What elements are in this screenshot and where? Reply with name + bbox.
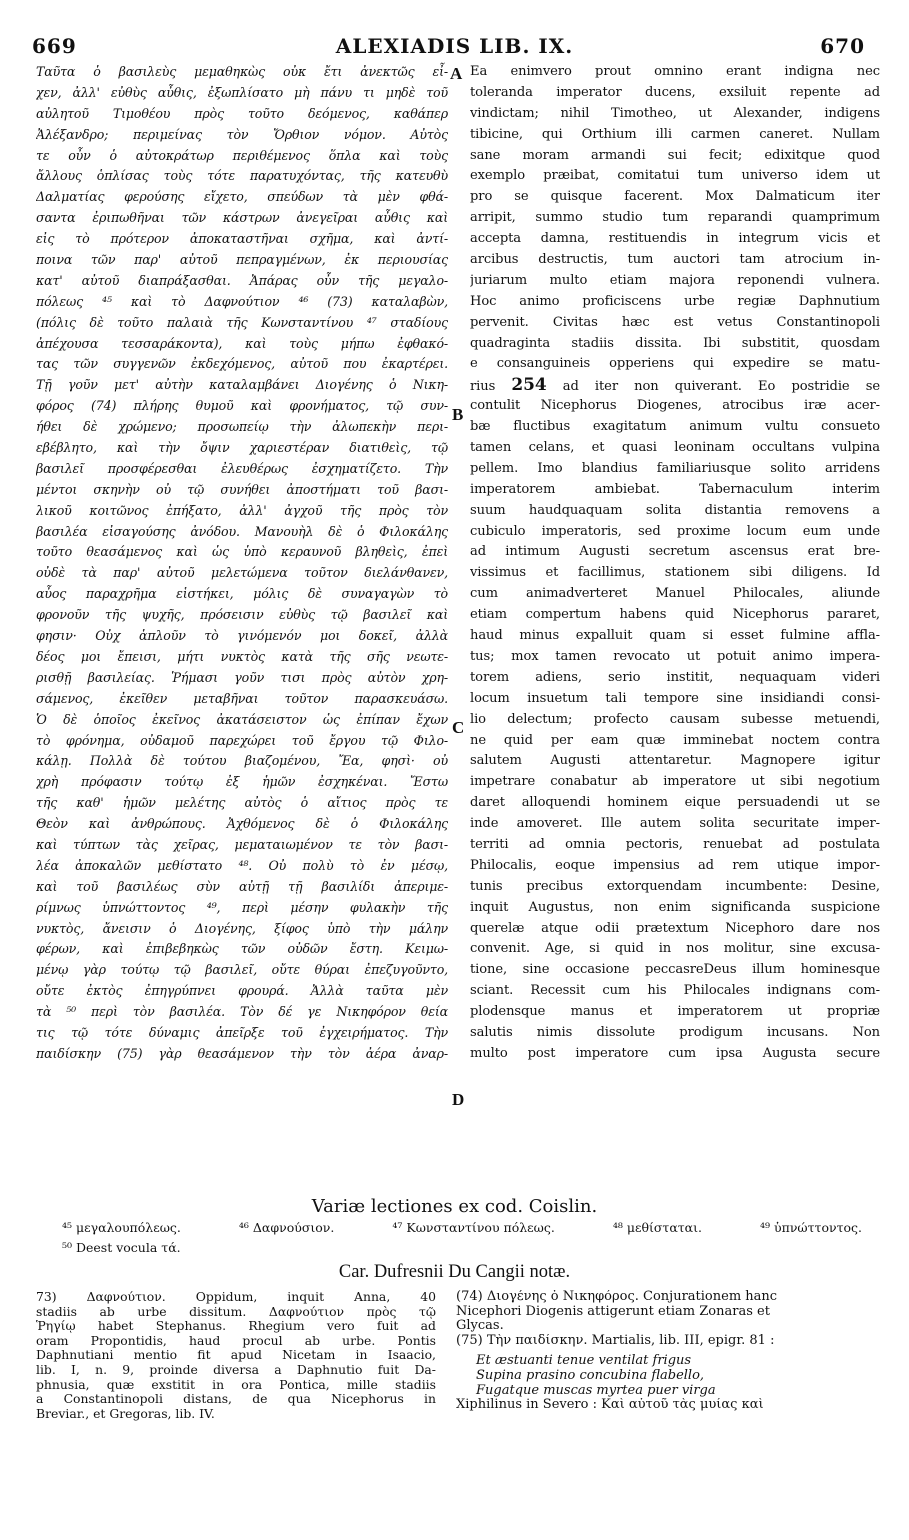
text-line: Ὁ δὲ ὁποῖος ἐκεῖνος ἀκατάσειστον ὡς ἐπίπαν ἔχων: [36, 711, 448, 727]
text-line: querelæ atque odii prætextum Nicephoro dare nos: [470, 920, 880, 936]
variant-reading: ⁴⁷ Κωνσταντίνου πόλεως.: [392, 1220, 555, 1235]
text-line: χεν, ἀλλ' εὐθὺς αὖθις, ἐξωπλίσατο μὴ πάνυ τι μηδὲ τοῦ: [36, 84, 448, 100]
text-line: sciant. Recessit cum his Philocales indignans com-: [470, 983, 880, 999]
text-line: κατ' αὐτοῦ διαπράξασθαι. Ἀπάρας οὖν τῆς μεγαλο-: [36, 272, 448, 288]
text-line: ρισθῇ βασιλείας. Ῥήμασι γοῦν τισι πρὸς αὐτὸν χρη-: [36, 669, 448, 685]
text-line: ἀπέχουσα τεσσαράκοντα), καὶ τοὺς μήπω ἐφθακό-: [36, 335, 448, 351]
text-line: βασιλεῖ προσφέρεσθαι ἐλευθέρως ἐσχηματίζετο. Τὴν: [36, 460, 448, 476]
text-line: salutem Augusti attentaretur. Magnopere igitur: [470, 753, 880, 769]
text-line: ήθει δὲ χρώμενο; προσωπείῳ τὴν ἀλωπεκὴν περι-: [36, 419, 448, 435]
text-line: oram Propontidis, haud procul ab urbe. Pontis: [36, 1333, 436, 1348]
text-line: pellem. Imo blandius familiariusque solito arridens: [470, 460, 880, 476]
variant-reading: ⁴⁹ ὑπνώττοντος.: [760, 1220, 862, 1235]
variant-reading: ⁴⁸ μεθίσταται.: [612, 1220, 702, 1235]
text-line: tunis precibus extorquendam incumbente: Desine,: [470, 878, 880, 894]
text-line: accepta damna, restituendis in integrum vicis et: [470, 231, 880, 247]
margin-letter-a: A: [450, 64, 463, 83]
text-line: φησιν· Οὐχ ἁπλοῦν τὸ γινόμενόν μοι δοκεῖ, ἀλλὰ: [36, 628, 448, 644]
text-line: λικοῦ κοιτῶνος ἐπήξατο, ἀλλ' ἀγχοῦ τῆς πρὸς τὸν: [36, 502, 448, 518]
text-line: εἰς τὸ πρότερον ἀποκαταστῆναι σχῆμα, καὶ ἀντί-: [36, 231, 448, 247]
variae-lectiones-row: [62, 1220, 862, 1235]
text-line: τὰ ⁵⁰ περὶ τὸν βασιλέα. Τὸν δέ γε Νικηφόρον θεία: [36, 1004, 448, 1020]
text-line: etiam compertum habens quid Nicephorus pararet,: [470, 607, 880, 623]
text-line: vindictam; nihil Timotheo, ut Alexander, indigens: [470, 105, 880, 121]
running-title: ALEXIADIS LIB. IX.: [335, 34, 574, 58]
note-line: (74) Διογένης ὁ Νικηφόρος. Conjurationem hanc: [456, 1290, 778, 1304]
text-line: καὶ τύπτων τὰς χεῖρας, μεματαιωμένον τε τὸν βασι-: [36, 836, 448, 852]
text-line: imperatorem ambiebat. Tabernaculum interim: [470, 481, 880, 497]
text-line: phnusia, quæ exstitit in ora Pontica, mille stadiis: [36, 1377, 436, 1392]
text-line: ποινα τῶν παρ' αὐτοῦ πεπραγμένων, ἐκ περιουσίας: [36, 252, 448, 268]
text-line: μέντοι σκηνὴν οὐ τῷ συνήθει ἀποστήματι τοῦ βασι-: [36, 481, 448, 497]
variae-lectiones-heading: Variæ lectiones ex cod. Coislin.: [311, 1196, 598, 1217]
text-line: Ταῦτα ὁ βασιλεὺς μεμαθηκὼς οὐκ ἔτι ἀνεκτῶς εἶ-: [36, 64, 448, 79]
text-line: πόλεως ⁴⁵ καὶ τὸ Δαφνούτιον ⁴⁶ (73) καταλαβὼν,: [36, 293, 448, 309]
text-line: τε οὖν ὁ αὐτοκράτωρ περιθέμενος ὅπλα καὶ τοὺς: [36, 147, 448, 163]
text-line: torem adiens, serio institit, nequaquam videri: [470, 669, 880, 685]
text-line: καὶ τοῦ βασιλέως σὺν αὐτῇ τῇ βασιλίδι ἀπεριμε-: [36, 878, 448, 894]
text-line: salutis nimis dissolute prodigum incusans. Non: [470, 1024, 880, 1040]
text-line: 73) Δαφνούτιον. Oppidum, inquit Anna, 40: [36, 1290, 436, 1304]
text-line: (πόλις δὲ τοῦτο παλαιὰ τῆς Κωνσταντίνου ⁴⁷ σταδίους: [36, 314, 448, 330]
text-line: toleranda imperator ducens, exsiluit repente ad: [470, 84, 880, 100]
text-line: δέος μοι ἔπεισι, μήτι νυκτὸς κατὰ τῆς σῆς νεωτε-: [36, 648, 448, 664]
text-line: τῆς καθ' ἡμῶν μελέτης αὐτὸς ὁ αἴτιος πρὸς τε: [36, 795, 448, 811]
text-line: φόρος (74) πλήρης θυμοῦ καὶ φρονήματος, τῷ συν-: [36, 398, 448, 414]
note-line: Xiphilinus in Severo : Καὶ αὐτοῦ τὰς μυίας καὶ: [456, 1398, 764, 1413]
text-line: lio delectum; profecto causam subesse metuendi,: [470, 711, 880, 727]
text-line: Τῇ γοῦν μετ' αὐτὴν καταλαμβάνει Διογένης ὁ Νικη-: [36, 377, 448, 393]
text-line: νυκτὸς, ἄνεισιν ὁ Διογένης, ξίφος ὑπὸ τὴν μάλην: [36, 920, 448, 936]
margin-letter-c: C: [452, 718, 465, 737]
poem-line: Et æstuanti tenue ventilat frigus: [476, 1354, 692, 1369]
text-line: suum haudquaquam solita distantia removens a: [470, 502, 880, 518]
text-line: Ἀλέξανδρο; περιμείνας τὸν Ὄρθιον νόμον. Αὐτὸς: [36, 126, 448, 142]
text-line: vissimus et facillimus, stationem sibi diligens. Id: [470, 565, 880, 581]
text-line: pro se quisque facerent. Mox Dalmaticum iter: [470, 189, 880, 205]
text-line: Ῥηγίῳ habet Stephanus. Rhegium vero fuit ad: [36, 1319, 436, 1334]
text-line: plodensque manus et imperatorem ut propriæ: [470, 1004, 880, 1020]
variant-reading: ⁴⁶ Δαφνούσιον.: [238, 1220, 335, 1235]
text-line: αὖος παραχρῆμα εἱστήκει, μόλις δὲ συναγαγὼν τὸ: [36, 586, 448, 602]
text-line: τις τῷ τότε δύναμις ἀπεῖρξε τοῦ ἐγχειρήματος. Τὴν: [36, 1024, 448, 1040]
text-line: τας τῶν συγγενῶν ἐκδεχόμενος, αὐτοῦ που ἐκαρτέρει.: [36, 356, 448, 372]
text-line: tione, sine occasione peccasreDeus illum hominesque: [470, 962, 880, 978]
poem-line: Supina prasino concubina flabello,: [476, 1368, 705, 1383]
text-line: inde amoveret. Ille autem solita securitate imper-: [470, 816, 880, 832]
left-page-number: 669: [32, 34, 77, 58]
text-line: multo post imperatore cum ipsa Augusta secure: [470, 1045, 880, 1061]
greek-text-column: [36, 62, 448, 1194]
text-line: τοῦτο θεασάμενος καὶ ὡς ὑπὸ κεραυνοῦ βληθεὶς, ἐπεὶ: [36, 544, 448, 560]
variae-lectio-50: ⁵⁰ Deest vocula τά.: [62, 1240, 181, 1255]
text-line: rius 254 ad iter non quiverant. Eo postridie se: [470, 375, 880, 396]
text-line: χρὴ πρόφασιν τούτῳ ἐξ ἡμῶν ἐσχηκέναι. Ἔστω: [36, 774, 448, 790]
variant-reading: ⁴⁵ μεγαλουπόλεως.: [62, 1220, 181, 1235]
text-line: contulit Nicephorus Diogenes, atrocibus iræ acer-: [470, 398, 880, 414]
text-line: εβέβλητο, καὶ τὴν ὄψιν χαριεστέραν διατιθεὶς, τῷ: [36, 440, 448, 456]
margin-letter-d: D: [452, 1090, 465, 1109]
text-line: territi ad omnia pectoris, renuebat ad postulata: [470, 836, 880, 852]
text-line: cubiculo imperatoris, sed proxime locum eum unde: [470, 523, 880, 539]
text-line: haud minus expalluit quam si esset fulmine affla-: [470, 628, 880, 644]
text-line: tibicine, qui Orthium illi carmen caneret. Nullam: [470, 126, 880, 142]
text-line: Θεὸν καὶ ἀνθρώπους. Ἀχθόμενος δὲ ὁ Φιλοκάλης: [36, 816, 448, 832]
text-line: cum animadverteret Manuel Philocales, aliunde: [470, 586, 880, 602]
text-line: μένῳ γὰρ τούτῳ τῷ βασιλεῖ, οὔτε θύραι ἐπεζυγοῦντο,: [36, 962, 448, 978]
right-page-number: 670: [820, 34, 865, 58]
text-line: daret alloquendi hominem eique persuadendi ut se: [470, 795, 880, 811]
text-line: τὸ φρόνημα, οὐδαμοῦ παρεχώρει τοῦ ἔργου τῷ Φιλο-: [36, 732, 448, 748]
page-header: [0, 0, 909, 60]
text-line: arcibus destructis, tum auctori tam atrocium in-: [470, 252, 880, 268]
text-line: Daphnutiani mentio fit apud Nicetam in Isaacio,: [36, 1348, 436, 1363]
text-line: juriarum multo etiam majora reponendi vulnera.: [470, 272, 880, 288]
text-line: σάμενος, ἐκεῖθεν μεταβῆναι τοῦτον παρασκευάσω.: [36, 690, 448, 706]
note-line: Glycas.: [456, 1319, 504, 1334]
text-line: tus; mox tamen revocato ut potuit animo impera-: [470, 648, 880, 664]
poem-line: Fugatque muscas myrtea puer virga: [476, 1383, 716, 1398]
text-line: ἄλλους ὁπλίσας τοὺς τότε παρατυχόντας, τῆς κατευθὺ: [36, 168, 448, 184]
text-line: inquit Augustus, non enim significanda suspicione: [470, 899, 880, 915]
text-line: φέρων, καὶ ἐπιβεβηκὼς τῶν οὐδῶν ἔστη. Κειμω-: [36, 941, 448, 957]
text-line: λέα ἀποκαλῶν μεθίστατο ⁴⁸. Οὐ πολὺ τὸ ἐν μέσῳ,: [36, 857, 448, 873]
text-line: convenit. Age, si quid in nos molitur, sine excusa-: [470, 941, 880, 957]
text-line: tamen celans, et quasi leoninam occultans vulpina: [470, 440, 880, 456]
text-line: παιδίσκην (75) γὰρ θεασάμενον τὴν τὸν ἀέρα ἀναρ-: [36, 1045, 448, 1061]
text-line: ad intimum Augusti secretum ascensus erat bre-: [470, 544, 880, 560]
note-line: Nicephori Diogenis attigerunt etiam Zonaras et: [456, 1304, 770, 1319]
latin-text-column: [470, 62, 880, 1194]
notes-right-column: [456, 1290, 876, 1413]
side-page-number: 254: [511, 375, 547, 396]
text-line: βασιλέα εἰσαγούσης ἀνόδου. Μανουὴλ δὲ ὁ Φιλοκάλης: [36, 523, 448, 539]
text-line: arripit, summo studio tum reparandi quamprimum: [470, 210, 880, 226]
text-line: bæ fluctibus exagitatum animum vultu consueto: [470, 419, 880, 435]
text-line: stadiis ab urbe dissitum. Δαφνούτιον πρὸς τῷ: [36, 1304, 436, 1319]
text-line: κάλῃ. Πολλὰ δὲ τούτου βιαζομένου, Ἔα, φησὶ· οὐ: [36, 753, 448, 769]
text-line: ne quid per eam quæ imminebat noctem contra: [470, 732, 880, 748]
notes-left-column: [36, 1290, 436, 1421]
text-line: Breviar., et Gregoras, lib. IV.: [36, 1406, 215, 1421]
text-line: locum insuetum tali tempore sine insidiandi consi-: [470, 690, 880, 706]
text-line: pervenit. Civitas hæc est vetus Constantinopoli: [470, 314, 880, 330]
text-line: οὔτε ἐκτὸς ἐπηγρύπνει φρουρά. Ἀλλὰ ταῦτα μὲν: [36, 983, 448, 999]
text-line: impetrare conabatur ab imperatore ut sibi negotium: [470, 774, 880, 790]
text-line: σαντα ἐριπωθῆναι τῶν κάστρων ἀνεγεῖραι αὖθις καὶ: [36, 210, 448, 226]
margin-letter-b: B: [452, 405, 464, 424]
text-line: exemplo præibat, comitatui tum universo idem ut: [470, 168, 880, 184]
notes-heading: Car. Dufresnii Du Cangii notæ.: [338, 1262, 571, 1282]
text-line: αὐλητοῦ Τιμοθέου πρὸς τοῦτο δεόμενος, καθάπερ: [36, 105, 448, 121]
text-line: οὐδὲ τὰ παρ' αὐτοῦ μελετώμενα τοῦτον διελάνθανεν,: [36, 565, 448, 581]
text-line: φρονοῦν τῆς ψυχῆς, πρόσεισιν εὐθὺς τῷ βασιλεῖ καὶ: [36, 607, 448, 623]
note-line: (75) Τὴν παιδίσκην. Martialis, lib. III, epigr. 81 :: [456, 1333, 775, 1348]
text-line: Hoc animo proficiscens urbe regiæ Daphnutium: [470, 293, 880, 309]
text-line: sane moram armandi sui fecit; edixitque quod: [470, 147, 880, 163]
text-line: Δαλματίας φερούσης εἴχετο, σπεύδων τὰ μὲν φθά-: [36, 189, 448, 205]
text-line: lib. I, n. 9, proinde diversa a Daphnutio fuit Da-: [36, 1362, 436, 1377]
text-line: Ea enimvero prout omnino erant indigna nec: [470, 64, 880, 79]
text-line: ρίμνως ὑπνώττοντος ⁴⁹, περὶ μέσην φυλακὴν τῆς: [36, 899, 448, 915]
text-line: e consanguineis opperiens qui expedire se matu-: [470, 356, 880, 372]
text-line: quadraginta stadiis dissita. Ibi substitit, quosdam: [470, 335, 880, 351]
text-line: Philocalis, eoque impensius ad rem utique impor-: [470, 857, 880, 873]
text-line: a Constantinopoli distans, de qua Nicephorus in: [36, 1392, 436, 1407]
